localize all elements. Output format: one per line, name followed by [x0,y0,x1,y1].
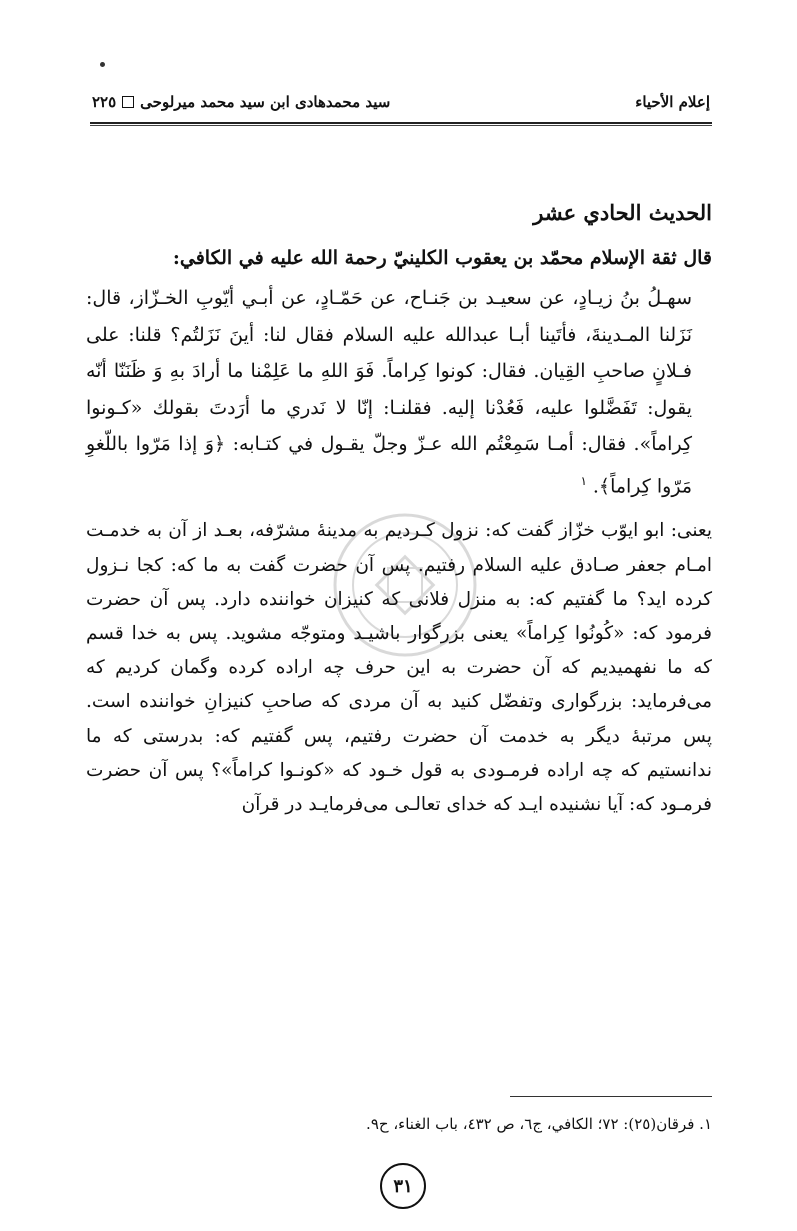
book-title: إعلام الأحياء [635,93,710,111]
section-title: الحديث الحادي عشر [533,200,712,225]
hadith-text [86,280,692,504]
square-icon [122,96,134,108]
hadith-arabic: سهـلُ بنُ زيـادٍ، عن سعيـد بن جَنـاح، عن حَمّـادٍ، عن أبـي أيّوبِ الخـزّاز، قال: نَزَلنا المـدينةَ، فأتَينا أبـا عبدالله عليه السلام فقال لنا: أينَ نَزَلتُم؟ قلنا: على فـلانٍ صاحبِ القِيان. فقال: كونوا كِراماً. فَوَ اللهِ ما عَلِمْنا ما أرادَ بهِ وَ ظَنَنّا أنّه يقول: تَفَضَّلوا عليه، فَعُدْنا إليه. فقلنـا: إنّا لا نَدري ما أرَدتَ بقولك «كـونوا كِراماً». فقال: أمـا سَمِعْتُم الله عـزّ وجلّ يقـول في كتـابه: ﴿وَ إذا مَرّوا باللّغوِ مَرّوا كِراماً﴾. [86,287,692,497]
footnote: ١. فرقان(٢٥): ٧٢؛ الكافي، ج٦، ص ٤٣٢، باب الغناء، ح٩. [366,1115,712,1133]
header-rule [90,122,712,124]
page-number: ٣١ [380,1163,426,1209]
author-line-group [92,93,390,111]
header-rule-thin [90,125,712,126]
page-ref: ٢٢٥ [92,93,117,111]
section-intro: قال ثقة الإسلام محمّد بن يعقوب الكلينيّ رحمة الله عليه في الكافي: [172,247,712,269]
footnote-marker: ١ [580,473,587,488]
running-head [92,88,710,116]
footnote-rule [510,1096,712,1097]
main-content [86,196,712,822]
author-line: سيد محمدهادى ابن سيد محمد ميرلوحى [140,93,391,111]
header-dot [100,62,105,67]
persian-translation: يعنى: ابو ايوّب خزّاز گفت كه: نزول كـرديم به مدينهٔ مشرّفه، بعـد از آن به خدمـت امـام جعفر صـادق عليه السلام رفتيم. پس آن حضرت گفت به ما كه: كجا نـزول كرده ايد؟ ما گفتيم كه: به منزل فلانى كه كنيزان خواننده دارد. پس آن حضرت فرمود كه: «كُونُوا كِراماً» يعنى بزرگوار باشيـد ومتوجّه مشويد. پس به خدا قسم كه ما نفهميديم كه آن حضرت به اين حرف چه اراده كرده وگمان كرديم كه مى‌فرمايد: بزرگوارى وتفضّل كنيد به آن مردى كه صاحبِ كنيزانِ خواننده است. پس مرتبهٔ ديگر به خدمت آن حضرت رفتيم، پس گفتيم كه: بدرستى كه ما ندانستيم كه چه اراده فرمـودى به قول خـود كه «كونـوا كراماً»؟ پس آن حضرت فرمـود كه: آيا نشنيده ايـد كه خداى تعالـى مى‌فرمايـد در قرآن [86,520,712,815]
